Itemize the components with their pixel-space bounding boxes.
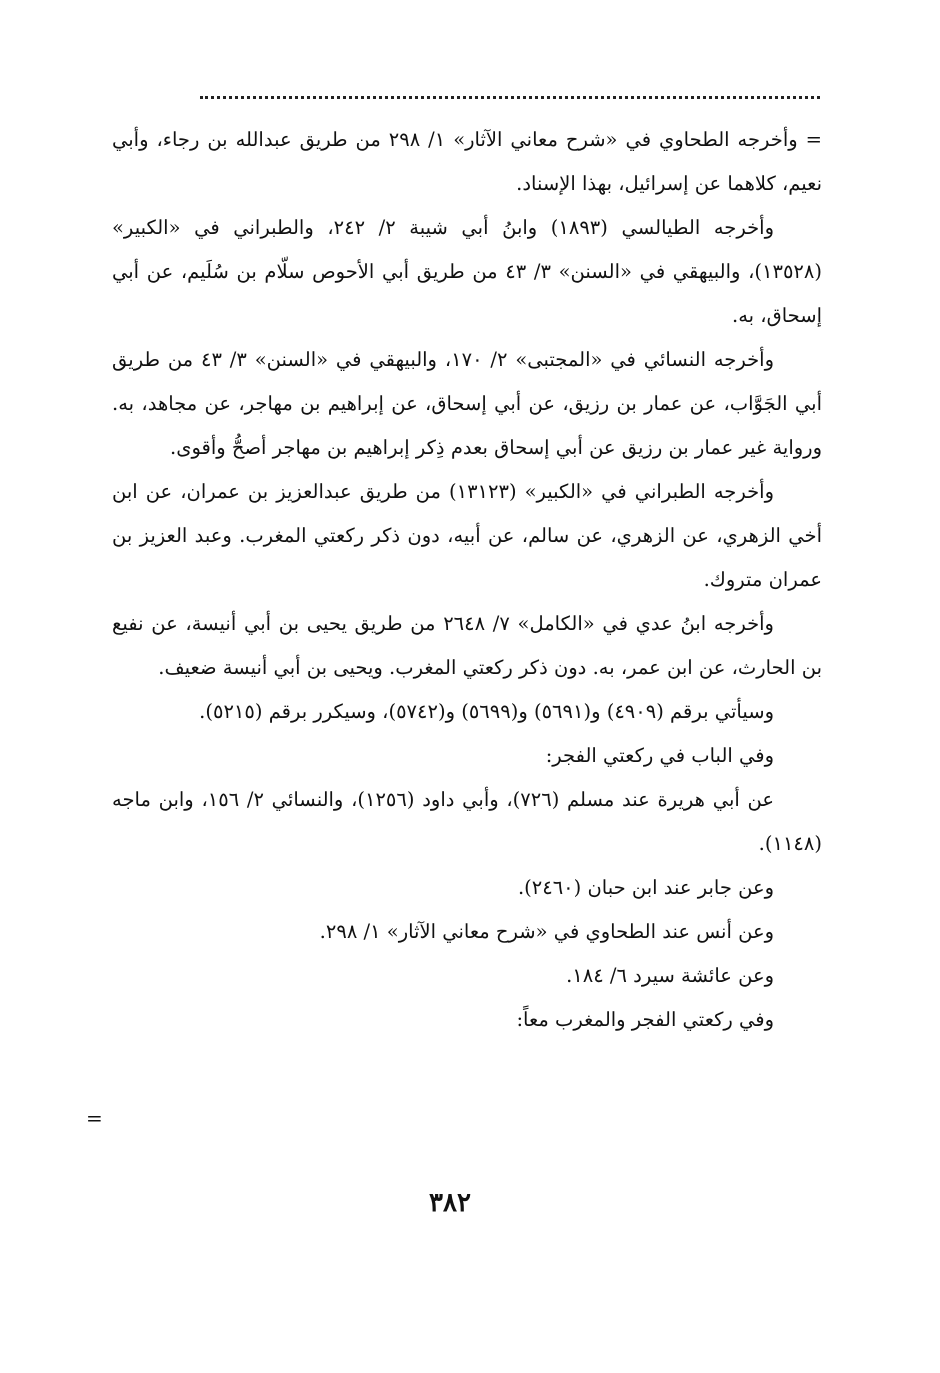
short-lines-block	[112, 866, 822, 1042]
paragraph-cross-reference: وسيأتي برقم (٤٩٠٩) و(٥٦٩١) و(٥٦٩٩) و(٥٧٤٢)، وسيكرر برقم (٥٢١٥).	[199, 700, 774, 723]
line-aisha: وعن عائشة سيرد ٦/ ١٨٤.	[566, 964, 774, 987]
paragraph-nasai: وأخرجه النسائي في «المجتبى» ٢/ ١٧٠، والبيهقي في «السنن» ٣/ ٤٣ من طريق أبي الجَوَّاب، عن عمار بن رزيق، عن أبي إسحاق، عن إبراهيم بن مهاجر، عن مجاهد، به. ورواية غير عمار بن رزيق عن أبي إسحاق بعدم ذِكر إبراهيم بن مهاجر أصحُّ وأقوى.	[112, 348, 822, 459]
line-jabir: وعن جابر عند ابن حبان (٢٤٦٠).	[517, 876, 774, 899]
line-anas: وعن أنس عند الطحاوي في «شرح معاني الآثار» ١/ ٢٩٨.	[319, 920, 774, 943]
paragraph-tahawi: = وأخرجه الطحاوي في «شرح معاني الآثار» ١/ ٢٩٨ من طريق عبدالله بن رجاء، وأبي نعيم، كلاهما عن إسرائيل، بهذا الإسناد.	[112, 128, 822, 195]
paragraph-ibn-adi: وأخرجه ابنُ عدي في «الكامل» ٧/ ٢٦٤٨ من طريق يحيى بن أبي أنيسة، عن نفيع بن الحارث، عن ابن عمر، به. دون ذكر ركعتي المغرب. ويحيى بن أبي أنيسة ضعيف.	[112, 612, 822, 679]
footnote-text-block	[112, 118, 822, 1042]
header-dotted-rule	[200, 96, 820, 99]
paragraph-tayalisi: وأخرجه الطيالسي (١٨٩٣) وابنُ أبي شيبة ٢/ ٢٤٢، والطبراني في «الكبير» (١٣٥٢٨)، والبيهقي في «السنن» ٣/ ٤٣ من طريق أبي الأحوص سلّام بن سُلَيم، عن أبي إسحاق، به.	[112, 216, 822, 327]
page-number: ٣٨٢	[429, 1188, 471, 1218]
paragraph-chapter-heading: وفي الباب في ركعتي الفجر:	[545, 744, 774, 767]
line-fajr-maghrib: وفي ركعتي الفجر والمغرب معاً:	[516, 1008, 774, 1031]
paragraph-abu-hurayra: عن أبي هريرة عند مسلم (٧٢٦)، وأبي داود (١٢٥٦)، والنسائي ٢/ ١٥٦، وابن ماجه (١١٤٨).	[112, 788, 822, 855]
paragraph-tabarani: وأخرجه الطبراني في «الكبير» (١٣١٢٣) من طريق عبدالعزيز بن عمران، عن ابن أخي الزهري، عن الزهري، عن سالم، عن أبيه، دون ذكر ركعتي المغرب. وعبد العزيز بن عمران متروك.	[112, 480, 822, 591]
continuation-mark: =	[86, 1106, 103, 1130]
